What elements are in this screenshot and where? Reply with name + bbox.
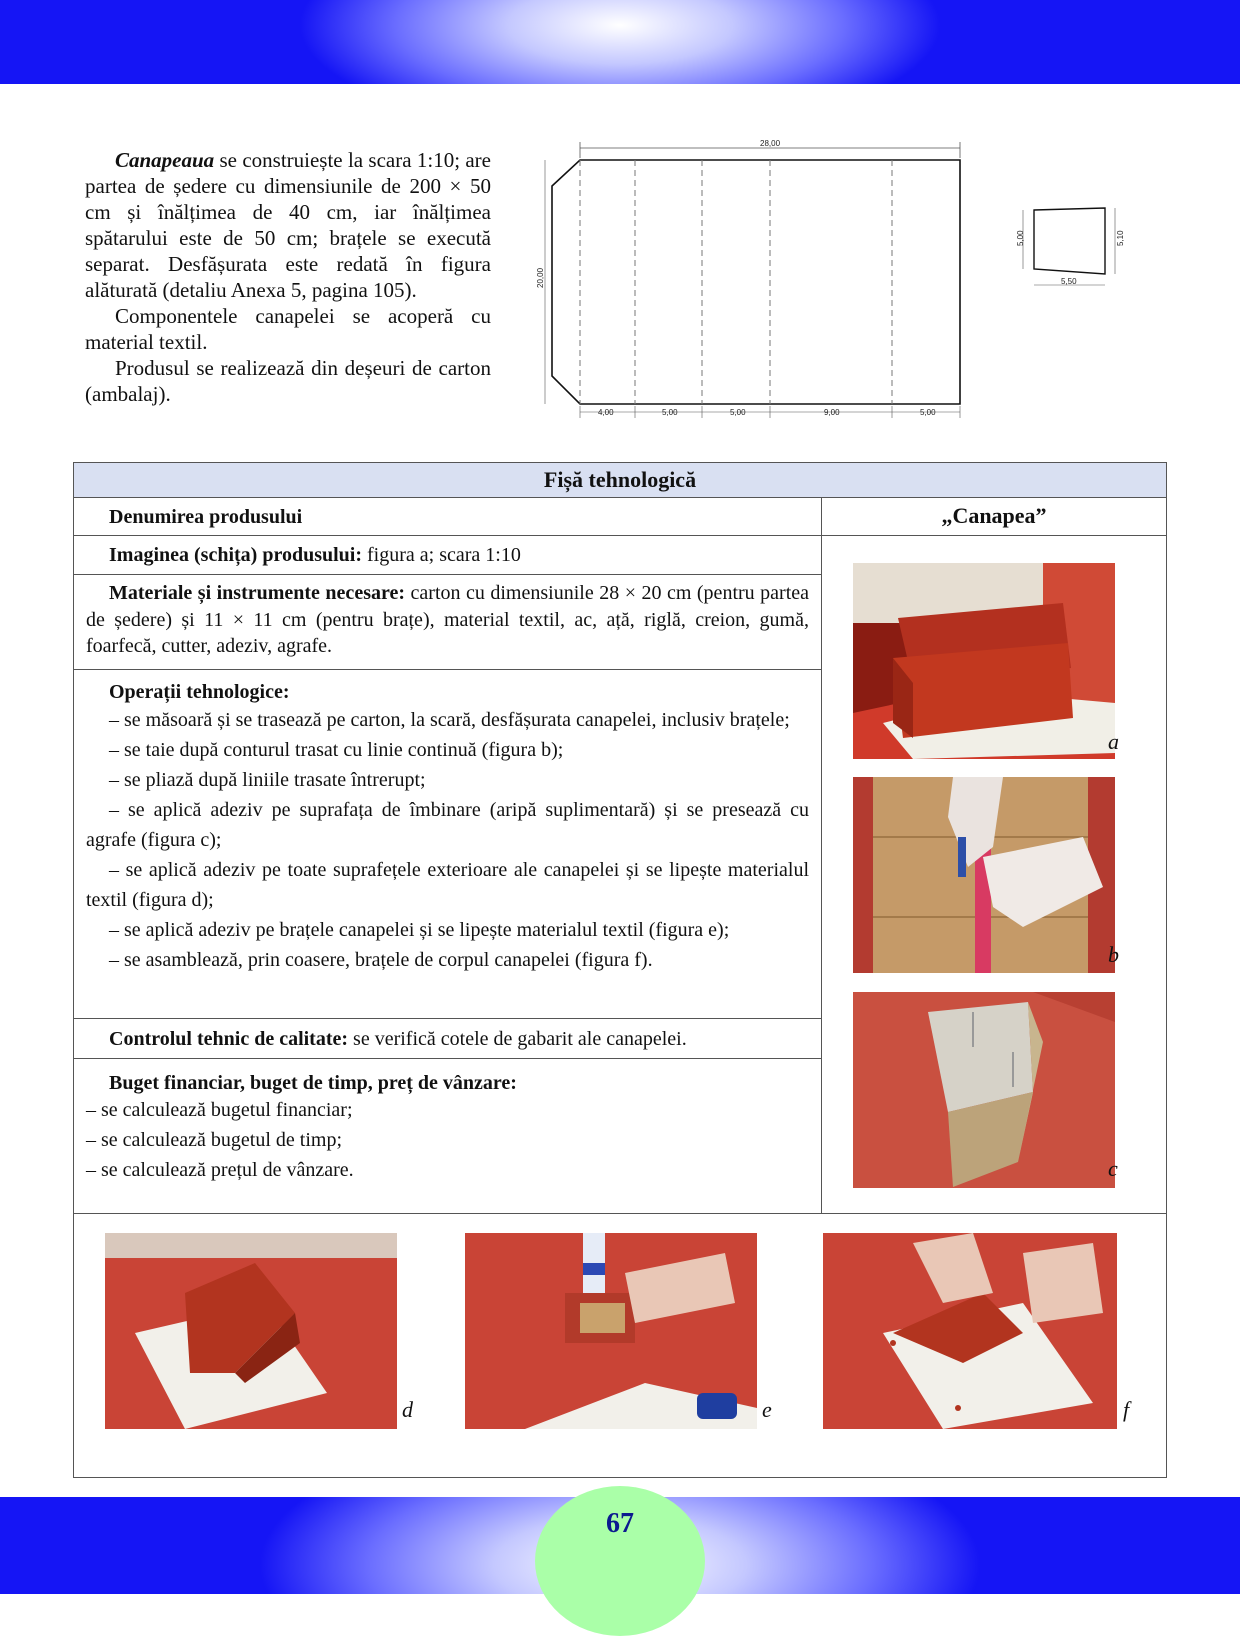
caption-c: c [1108,1156,1118,1181]
operation-item: – se pliază după liniile trasate întrerupt; [109,769,426,791]
operation-item: – se aplică adeziv pe toate suprafețele exterioare ale canapelei și se lipește materialul textil (figura d); [86,859,809,911]
dim-arm-left: 5,00 [1016,230,1025,246]
column-divider [821,497,822,1213]
materials-cell [74,580,821,660]
dim-side: 20,00 [536,267,545,288]
photo-a [853,563,1115,759]
intro-paragraph-3: Produsul se realizează din deșeuri de carton (ambalaj). [85,356,491,406]
caption-b: b [1108,942,1119,967]
intro-text [85,147,491,407]
row-divider [74,1213,1166,1214]
photo-b [853,777,1115,973]
dim-bottom-2: 5,00 [662,408,678,417]
materials-text: carton cu dimensiunile 28 × 20 cm (pentru partea de ședere) și 11 × 11 cm (pentru brațe), material textil, ac, ață, riglă, creion, gumă, foarfecă, cutter, adeziv, agrafe. [86,582,810,657]
caption-e: e [762,1397,772,1422]
photo-c [853,992,1115,1188]
operations-label: Operații tehnologice: [109,681,290,703]
intro-paragraph-2: Componentele canapelei se acoperă cu material textil. [85,304,491,354]
operation-item: – se măsoară și se trasează pe carton, la scară, desfășurata canapelei, inclusiv brațele; [109,709,790,731]
sheet-title: Fișă tehnologică [74,463,1166,498]
dim-arm-bottom: 5,50 [1061,277,1077,286]
dim-bottom-3: 5,00 [730,408,746,417]
caption-a: a [1108,729,1119,754]
operation-item: – se asamblează, prin coasere, brațele de corpul canapelei (figura f). [109,949,653,971]
materials-label: Materiale și instrumente necesare: [109,582,406,604]
row-divider [74,1058,821,1059]
unfolding-drawing [536,136,1150,431]
intro-paragraph-1: se construiește la scara 1:10; are partea de ședere cu dimensiunile de 200 × 50 cm și înălțimea de 40 cm, iar înălțimea spătarului este de 50 cm; brațele se execută separat. Desfășurata este redată în figura alăturată (detaliu Anexa 5, pagina 105). [85,148,491,302]
budget-item: – se calculează bugetul financiar; [86,1099,353,1121]
dim-top: 28,00 [760,139,781,148]
operation-item: – se aplică adeziv pe brațele canapelei și se lipește materialul textil (figura e); [109,919,730,941]
budget-label: Buget financiar, buget de timp, preț de vânzare: [109,1072,517,1094]
product-label-cell [74,497,821,535]
operation-item: – se taie după conturul trasat cu linie continuă (figura b); [109,739,564,761]
page-number-badge [535,1486,705,1636]
caption-f: f [1123,1397,1130,1422]
row-divider [74,669,821,670]
header-band [0,0,1240,84]
row-divider [74,574,821,575]
intro-title: Canapeaua [115,148,215,172]
control-cell [74,1020,821,1058]
technological-sheet [73,462,1167,1478]
photo-e [465,1233,757,1429]
dim-bottom-5: 5,00 [920,408,936,417]
photo-d [105,1233,397,1429]
photo-f [823,1233,1117,1429]
operations-cell [74,679,821,1009]
control-label: Controlul tehnic de calitate: [109,1028,349,1050]
budget-item: – se calculează bugetul de timp; [86,1129,343,1151]
image-label: Imaginea (schița) produsului: [109,544,363,566]
row-divider [74,1018,821,1019]
caption-d: d [402,1397,413,1422]
dim-arm-right: 5,10 [1116,230,1125,246]
control-text: se verifică cotele de gabarit ale canapelei. [348,1028,687,1050]
product-name: „Canapea” [941,503,1047,528]
image-text: figura a; scara 1:10 [362,544,521,566]
dim-bottom-4: 9,00 [824,408,840,417]
budget-cell [74,1071,821,1206]
image-cell [74,541,821,574]
operation-item: – se aplică adeziv pe suprafața de îmbinare (aripă suplimentară) și se presează cu agrafe (figura c); [86,799,809,851]
page-number: 67 [606,1508,634,1539]
budget-item: – se calculează prețul de vânzare. [86,1159,354,1181]
dim-bottom-1: 4,00 [598,408,614,417]
product-label: Denumirea produsului [109,506,303,528]
